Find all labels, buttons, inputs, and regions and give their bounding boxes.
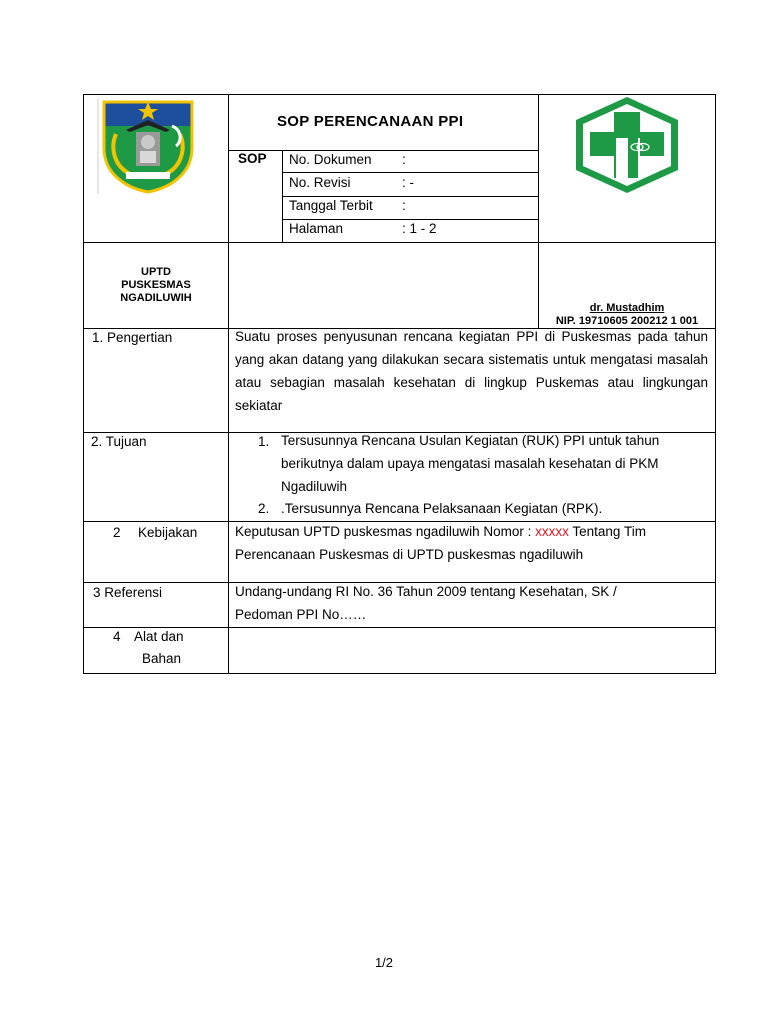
signer-name: dr. Mustadhim	[589, 302, 665, 314]
meta-value-tanggal-terbit: :	[402, 198, 406, 213]
referensi-label: 3 Referensi	[93, 585, 163, 600]
page-title: SOP PERENCANAAN PPI	[277, 113, 464, 130]
page-number: 1/2	[374, 955, 394, 970]
pengertian-text: Suatu proses penyusunan rencana kegiatan PPI di Puskesmas pada tahun yang akan datang yang dilakukan secara sistematis untuk mengatasi masalah atau sebagian masalah kesehatan di lingkup Puskemas atau lingkungan sekiatar	[235, 329, 708, 413]
org-name-line-3: NGADILUWIH	[120, 292, 192, 304]
tujuan-label: 2. Tujuan	[91, 434, 147, 449]
meta-label-no-revisi: No. Revisi	[289, 175, 351, 190]
org-name-line-1: UPTD	[141, 266, 171, 278]
kebijakan-text-before: Keputusan UPTD puskesmas ngadiluwih Nomor :	[235, 524, 536, 539]
alat-label-line-2: Bahan	[142, 651, 182, 666]
meta-value-no-dokumen: :	[402, 152, 406, 167]
meta-label-halaman: Halaman	[289, 221, 344, 236]
tujuan-item-1-text: Tersusunnya Rencana Usulan Kegiatan (RUK) PPI untuk tahun berikutnya dalam upaya mengatasi masalah kesehatan di PKM Ngadiluwih	[281, 433, 660, 494]
kebijakan-text-after: Tentang Tim Perencanaan Puskesmas di UPTD puskesmas ngadiluwih	[235, 524, 646, 562]
alat-label-number: 4	[113, 629, 121, 644]
kebijakan-label-number: 2	[113, 525, 121, 540]
alat-label-line-1: Alat dan	[134, 629, 184, 644]
tujuan-item-2-text: .Tersusunnya Rencana Pelaksanaan Kegiatan (RPK).	[281, 501, 603, 516]
signer-nip: NIP. 19710605 200212 1 001	[555, 315, 699, 327]
kebijakan-nomor-placeholder: xxxxx	[535, 524, 569, 539]
meta-label-tanggal-terbit: Tanggal Terbit	[289, 198, 373, 213]
meta-value-halaman: : 1 - 2	[402, 221, 437, 236]
tujuan-item-1-number: 1.	[258, 434, 270, 449]
kebijakan-label: Kebijakan	[138, 525, 198, 540]
org-name-line-2: PUSKESMAS	[121, 279, 191, 291]
sop-label: SOP	[238, 151, 267, 166]
kebijakan-text	[235, 520, 713, 566]
puskesmas-logo	[570, 94, 684, 196]
regency-crest-icon	[96, 96, 198, 196]
puskesmas-cross-icon	[570, 94, 684, 196]
tujuan-item-2-number: 2.	[258, 501, 270, 516]
meta-label-no-dokumen: No. Dokumen	[289, 152, 372, 167]
referensi-text: Undang-undang RI No. 36 Tahun 2009 tentang Kesehatan, SK / Pedoman PPI No……	[235, 584, 617, 622]
pengertian-label: 1. Pengertian	[92, 330, 173, 345]
regency-logo	[96, 96, 198, 196]
meta-value-no-revisi: : -	[402, 175, 414, 190]
